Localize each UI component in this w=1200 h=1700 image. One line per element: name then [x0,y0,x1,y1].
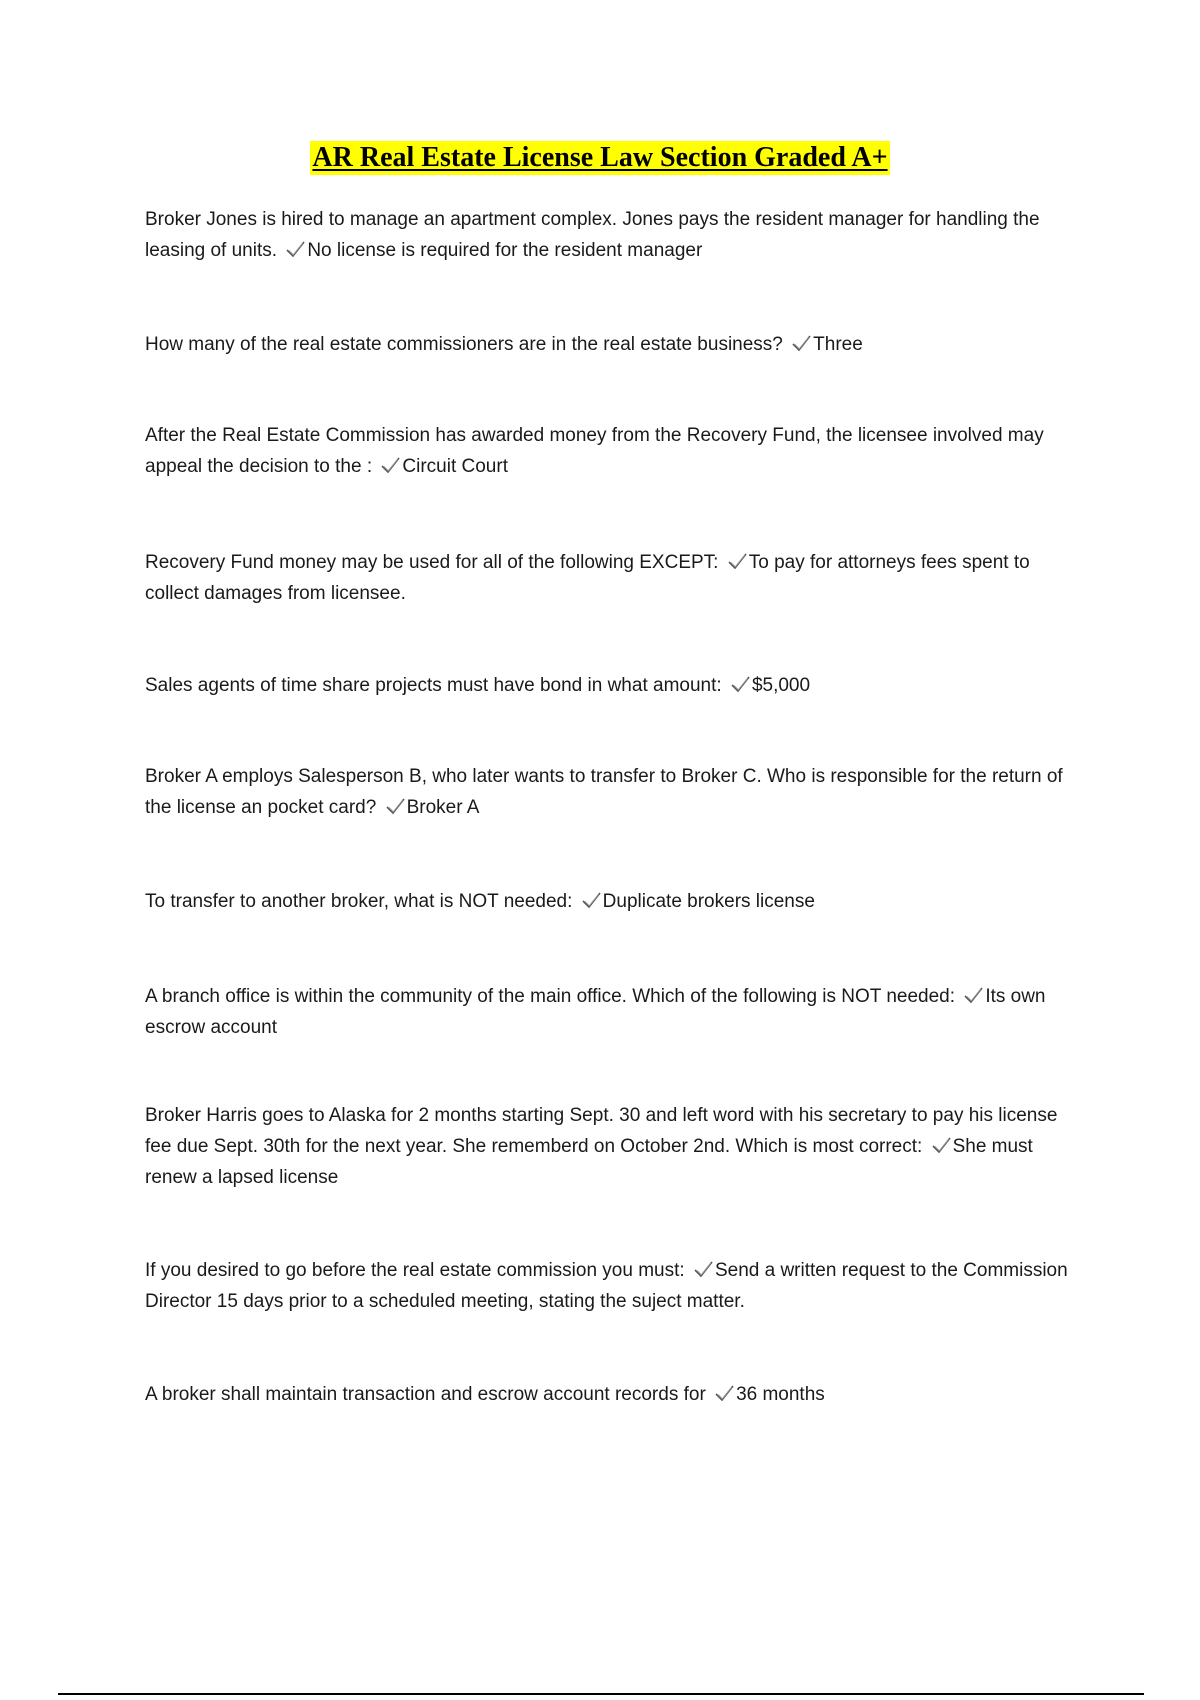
qa-item-7 [145,886,1080,917]
answer-text: $5,000 [751,675,811,696]
question-text: A broker shall maintain transaction and escrow account records for [145,1384,706,1405]
question-text: Sales agents of time share projects must have bond in what amount: [145,675,722,696]
question-text: To transfer to another broker, what is NOT needed: [145,891,573,912]
qa-item-11 [145,1379,1080,1410]
answer-text: She must renew a lapsed license [145,1136,1033,1188]
check-mark-icon [380,456,401,475]
question-text: If you desired to go before the real estate commission you must: [145,1260,685,1281]
qa-item-9 [145,1100,1080,1193]
answer-text: No license is required for the resident manager [307,240,703,261]
answer-text: Duplicate brokers license [602,891,815,912]
document-title: AR Real Estate License Law Section Graded A+ [312,142,888,173]
check-mark-icon [963,986,984,1005]
answer-text: Send a written request to the Commission Director 15 days prior to a scheduled meeting, stating the suject matter. [145,1260,1068,1312]
answer-text: Broker A [406,797,480,818]
check-mark-icon [730,675,751,694]
qa-item-8 [145,981,1080,1043]
answer-text: Three [813,334,863,355]
footer-divider [58,1693,1144,1695]
question-text: How many of the real estate commissioners are in the real estate business? [145,334,783,355]
qa-item-5 [145,670,1080,701]
qa-item-1 [145,204,1080,266]
question-text: Recovery Fund money may be used for all of the following EXCEPT: [145,552,719,573]
check-mark-icon [931,1136,952,1155]
check-mark-icon [285,240,306,259]
answer-text: To pay for attorneys fees spent to collect damages from licensee. [145,552,1030,604]
check-mark-icon [693,1260,714,1279]
answer-text: Its own escrow account [145,986,1046,1038]
question-text: Broker Harris goes to Alaska for 2 months starting Sept. 30 and left word with his secretary to pay his license fee due Sept. 30th for the next year. She rememberd on October 2nd. Which is most correct: [145,1105,1058,1157]
question-text: Broker Jones is hired to manage an apartment complex. Jones pays the resident manager for handling the leasing of units. [145,209,1040,261]
check-mark-icon [791,334,812,353]
check-mark-icon [581,891,602,910]
question-text: A branch office is within the community of the main office. Which of the following is NOT needed: [145,986,956,1007]
check-mark-icon [714,1384,735,1403]
qa-item-3 [145,420,1080,482]
check-mark-icon [727,552,748,571]
answer-text: Circuit Court [402,456,508,477]
question-text: Broker A employs Salesperson B, who later wants to transfer to Broker C. Who is responsible for the return of the license an pocket card? [145,766,1063,818]
answer-text: 36 months [736,1384,825,1405]
qa-item-10 [145,1255,1080,1317]
check-mark-icon [385,797,406,816]
qa-item-4 [145,547,1080,609]
question-text: After the Real Estate Commission has awarded money from the Recovery Fund, the licensee involved may appeal the decision to the : [145,425,1044,477]
qa-item-6 [145,761,1080,823]
qa-item-2 [145,329,1080,360]
